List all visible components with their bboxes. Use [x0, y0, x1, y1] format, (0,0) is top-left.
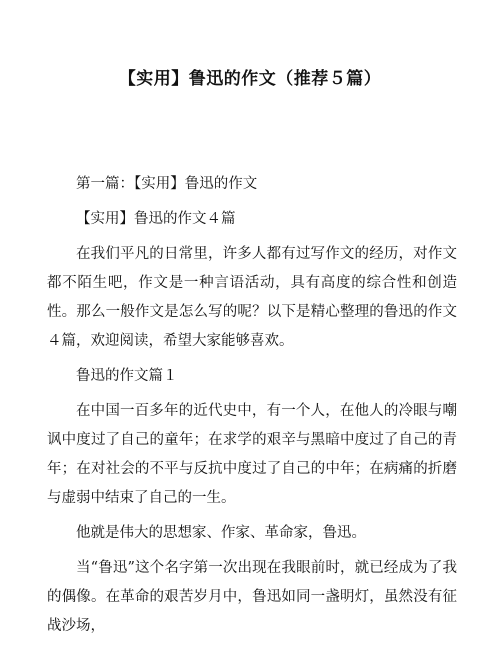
- section-heading-1: 第一篇：【实用】鲁迅的作文: [76, 176, 258, 192]
- essay-paragraph-1: 在中国一百多年的近代史中，有一个人，在他人的冷眼与嘲讽中度过了自己的童年；在求学的艰辛与黑暗中度过了自己的青年；在对社会的不平与反抗中度过了自己的中年；在病痛的折磨与虚弱中结束了自己的一生。: [47, 403, 457, 506]
- essay-paragraph-2: 他就是伟大的思想家、作家、革命家，鲁迅。: [76, 525, 366, 541]
- document-title: 【实用】鲁迅的作文（推荐５篇）: [118, 69, 382, 89]
- essay-heading-1: 鲁迅的作文篇１: [76, 368, 178, 384]
- essay-paragraph-3: 当“鲁迅”这个名字第一次出现在我眼前时，就已经成为了我的偶像。在革命的艰苦岁月中，鲁迅如同一盏明灯，虽然没有征战沙场，: [47, 560, 457, 634]
- article-subtitle: 【实用】鲁迅的作文４篇: [76, 211, 236, 227]
- intro-paragraph: 在我们平凡的日常里，许多人都有过写作文的经历，对作文都不陌生吧，作文是一种言语活动，具有高度的综合性和创造性。那么一般作文是怎么写的呢？以下是精心整理的鲁迅的作文４篇，欢迎阅读，希望大家能够喜欢。: [47, 246, 457, 349]
- document-body: [47, 170, 457, 647]
